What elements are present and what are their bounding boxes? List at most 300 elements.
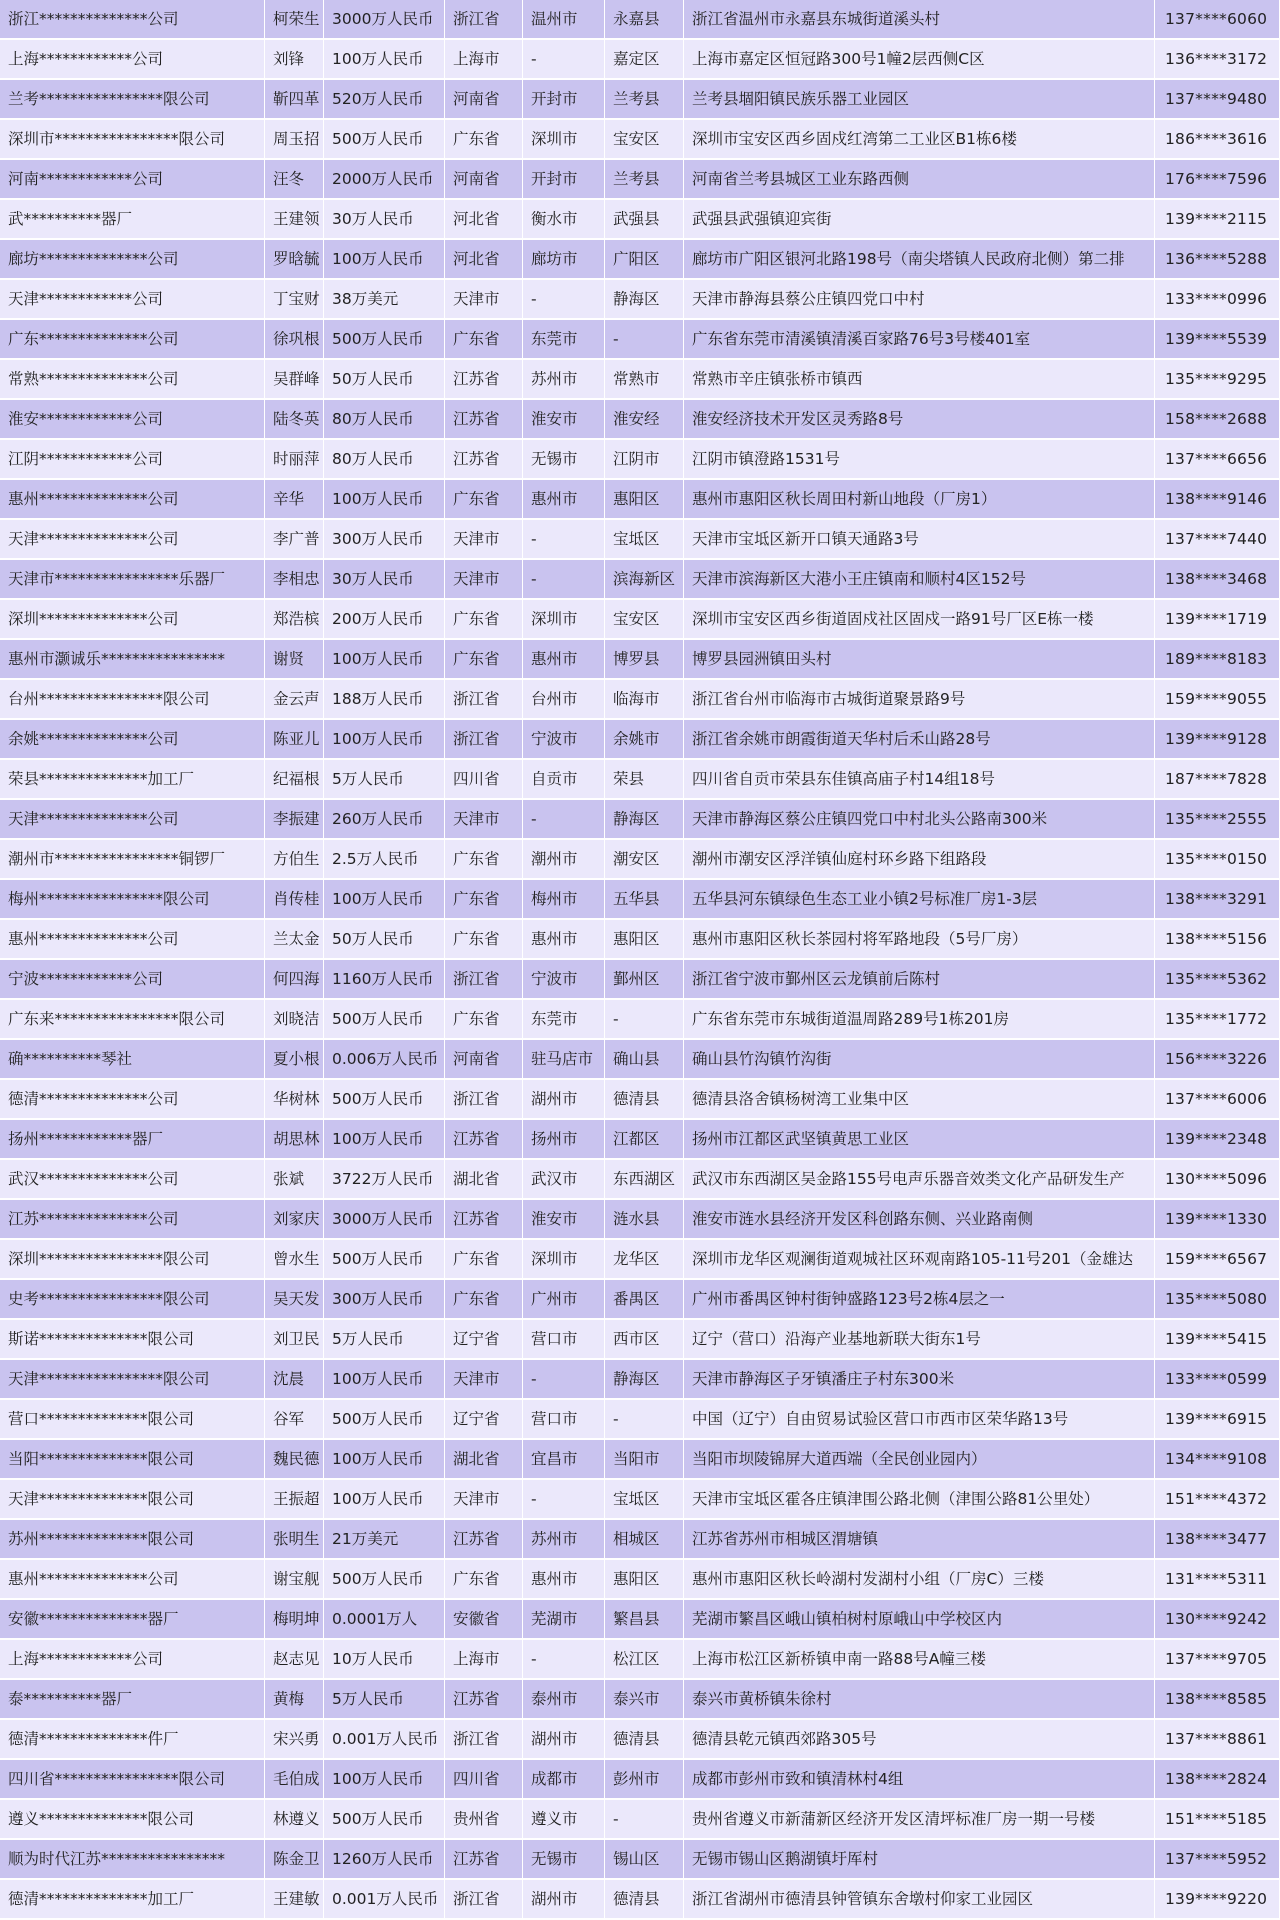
legal-rep-cell: 纪福根	[265, 760, 324, 800]
address-cell: 扬州市江都区武坚镇黄思工业区	[684, 1120, 1155, 1160]
phone-cell: 139****6915	[1155, 1400, 1280, 1440]
table-row	[0, 1760, 1280, 1800]
table-row	[0, 520, 1280, 560]
province-cell: 浙江省	[445, 680, 523, 720]
city-cell: 深圳市	[523, 120, 605, 160]
phone-cell: 139****1330	[1155, 1200, 1280, 1240]
province-cell: 广东省	[445, 880, 523, 920]
legal-rep-cell: 李广普	[265, 520, 324, 560]
district-cell: 德清县	[605, 1080, 684, 1120]
table-row	[0, 280, 1280, 320]
capital-cell: 520万人民币	[324, 80, 445, 120]
company-name-cell: 顺为时代江苏****************	[0, 1840, 265, 1880]
legal-rep-cell: 王振超	[265, 1480, 324, 1520]
company-name-cell: 四川省****************限公司	[0, 1760, 265, 1800]
address-cell: 辽宁（营口）沿海产业基地新联大街东1号	[684, 1320, 1155, 1360]
address-cell: 中国（辽宁）自由贸易试验区营口市西市区荣华路13号	[684, 1400, 1155, 1440]
table-row	[0, 1680, 1280, 1720]
district-cell: 相城区	[605, 1520, 684, 1560]
city-cell: 惠州市	[523, 480, 605, 520]
phone-cell: 135****0150	[1155, 840, 1280, 880]
capital-cell: 50万人民币	[324, 360, 445, 400]
legal-rep-cell: 肖传桂	[265, 880, 324, 920]
table-row	[0, 1440, 1280, 1480]
district-cell: 龙华区	[605, 1240, 684, 1280]
district-cell: 泰兴市	[605, 1680, 684, 1720]
province-cell: 江苏省	[445, 400, 523, 440]
province-cell: 江苏省	[445, 1200, 523, 1240]
phone-cell: 131****5311	[1155, 1560, 1280, 1600]
capital-cell: 500万人民币	[324, 120, 445, 160]
company-name-cell: 深圳**************公司	[0, 600, 265, 640]
city-cell: -	[523, 1480, 605, 1520]
district-cell: 兰考县	[605, 160, 684, 200]
legal-rep-cell: 沈晨	[265, 1360, 324, 1400]
capital-cell: 50万人民币	[324, 920, 445, 960]
legal-rep-cell: 谢宝舰	[265, 1560, 324, 1600]
company-name-cell: 确**********琴社	[0, 1040, 265, 1080]
district-cell: 宝安区	[605, 600, 684, 640]
district-cell: 德清县	[605, 1720, 684, 1760]
district-cell: 确山县	[605, 1040, 684, 1080]
address-cell: 五华县河东镇绿色生态工业小镇2号标准厂房1-3层	[684, 880, 1155, 920]
district-cell: -	[605, 1000, 684, 1040]
company-name-cell: 史考****************限公司	[0, 1280, 265, 1320]
company-name-cell: 廊坊**************公司	[0, 240, 265, 280]
table-row	[0, 1240, 1280, 1280]
province-cell: 河南省	[445, 80, 523, 120]
city-cell: 泰州市	[523, 1680, 605, 1720]
province-cell: 江苏省	[445, 1120, 523, 1160]
address-cell: 贵州省遵义市新蒲新区经济开发区清坪标准厂房一期一号楼	[684, 1800, 1155, 1840]
company-name-cell: 常熟**************公司	[0, 360, 265, 400]
phone-cell: 138****3468	[1155, 560, 1280, 600]
company-name-cell: 天津************公司	[0, 280, 265, 320]
company-name-cell: 荣县**************加工厂	[0, 760, 265, 800]
legal-rep-cell: 刘锋	[265, 40, 324, 80]
legal-rep-cell: 王建敏	[265, 1880, 324, 1920]
address-cell: 常熟市辛庄镇张桥市镇西	[684, 360, 1155, 400]
province-cell: 湖北省	[445, 1440, 523, 1480]
legal-rep-cell: 李相忠	[265, 560, 324, 600]
city-cell: 无锡市	[523, 440, 605, 480]
legal-rep-cell: 金云声	[265, 680, 324, 720]
capital-cell: 260万人民币	[324, 800, 445, 840]
address-cell: 上海市嘉定区恒冠路300号1幢2层西侧C区	[684, 40, 1155, 80]
province-cell: 湖北省	[445, 1160, 523, 1200]
table-row	[0, 840, 1280, 880]
city-cell: 淮安市	[523, 1200, 605, 1240]
table-row	[0, 1200, 1280, 1240]
city-cell: 驻马店市	[523, 1040, 605, 1080]
city-cell: -	[523, 40, 605, 80]
phone-cell: 135****5080	[1155, 1280, 1280, 1320]
district-cell: 当阳市	[605, 1440, 684, 1480]
capital-cell: 100万人民币	[324, 1120, 445, 1160]
company-name-cell: 武**********器厂	[0, 200, 265, 240]
legal-rep-cell: 林遵义	[265, 1800, 324, 1840]
province-cell: 广东省	[445, 840, 523, 880]
company-name-cell: 天津****************限公司	[0, 1360, 265, 1400]
city-cell: 无锡市	[523, 1840, 605, 1880]
province-cell: 浙江省	[445, 1720, 523, 1760]
province-cell: 四川省	[445, 760, 523, 800]
table-row	[0, 1720, 1280, 1760]
capital-cell: 0.006万人民币	[324, 1040, 445, 1080]
capital-cell: 3722万人民币	[324, 1160, 445, 1200]
legal-rep-cell: 吴天发	[265, 1280, 324, 1320]
capital-cell: 2.5万人民币	[324, 840, 445, 880]
province-cell: 广东省	[445, 120, 523, 160]
district-cell: 惠阳区	[605, 1560, 684, 1600]
company-name-cell: 天津市****************乐器厂	[0, 560, 265, 600]
table-row	[0, 1560, 1280, 1600]
company-name-cell: 梅州****************限公司	[0, 880, 265, 920]
city-cell: 台州市	[523, 680, 605, 720]
legal-rep-cell: 宋兴勇	[265, 1720, 324, 1760]
capital-cell: 3000万人民币	[324, 0, 445, 40]
capital-cell: 100万人民币	[324, 720, 445, 760]
city-cell: 扬州市	[523, 1120, 605, 1160]
address-cell: 江阴市镇澄路1531号	[684, 440, 1155, 480]
capital-cell: 100万人民币	[324, 1480, 445, 1520]
district-cell: 静海区	[605, 280, 684, 320]
city-cell: 宁波市	[523, 960, 605, 1000]
company-name-cell: 斯诺**************限公司	[0, 1320, 265, 1360]
city-cell: -	[523, 560, 605, 600]
company-name-cell: 惠州市灏诚乐****************	[0, 640, 265, 680]
city-cell: 营口市	[523, 1400, 605, 1440]
capital-cell: 0.0001万人	[324, 1600, 445, 1640]
legal-rep-cell: 谢贤	[265, 640, 324, 680]
city-cell: 武汉市	[523, 1160, 605, 1200]
table-row	[0, 1360, 1280, 1400]
address-cell: 武强县武强镇迎宾街	[684, 200, 1155, 240]
phone-cell: 130****9242	[1155, 1600, 1280, 1640]
capital-cell: 21万美元	[324, 1520, 445, 1560]
province-cell: 广东省	[445, 640, 523, 680]
capital-cell: 38万美元	[324, 280, 445, 320]
district-cell: 宝坻区	[605, 1480, 684, 1520]
address-cell: 深圳市宝安区西乡街道固戍社区固戍一路91号厂区E栋一楼	[684, 600, 1155, 640]
legal-rep-cell: 丁宝财	[265, 280, 324, 320]
city-cell: 广州市	[523, 1280, 605, 1320]
address-cell: 广州市番禺区钟村街钟盛路123号2栋4层之一	[684, 1280, 1155, 1320]
city-cell: 成都市	[523, 1760, 605, 1800]
district-cell: 兰考县	[605, 80, 684, 120]
address-cell: 江苏省苏州市相城区渭塘镇	[684, 1520, 1155, 1560]
company-name-cell: 深圳市****************限公司	[0, 120, 265, 160]
legal-rep-cell: 时丽萍	[265, 440, 324, 480]
company-name-cell: 江苏**************公司	[0, 1200, 265, 1240]
address-cell: 当阳市坝陵锦屏大道西端（全民创业园内）	[684, 1440, 1155, 1480]
city-cell: 湖州市	[523, 1880, 605, 1920]
capital-cell: 200万人民币	[324, 600, 445, 640]
province-cell: 天津市	[445, 800, 523, 840]
district-cell: 潮安区	[605, 840, 684, 880]
table-row	[0, 1880, 1280, 1920]
district-cell: 德清县	[605, 1880, 684, 1920]
district-cell: -	[605, 320, 684, 360]
company-name-cell: 安徽**************器厂	[0, 1600, 265, 1640]
city-cell: 开封市	[523, 160, 605, 200]
phone-cell: 139****5415	[1155, 1320, 1280, 1360]
table-row	[0, 1160, 1280, 1200]
capital-cell: 300万人民币	[324, 1280, 445, 1320]
address-cell: 成都市彭州市致和镇清林村4组	[684, 1760, 1155, 1800]
legal-rep-cell: 辛华	[265, 480, 324, 520]
company-name-cell: 营口**************限公司	[0, 1400, 265, 1440]
address-cell: 惠州市惠阳区秋长岭湖村发湖村小组（厂房C）三楼	[684, 1560, 1155, 1600]
city-cell: 惠州市	[523, 920, 605, 960]
legal-rep-cell: 王建领	[265, 200, 324, 240]
legal-rep-cell: 兰太金	[265, 920, 324, 960]
company-name-cell: 苏州**************限公司	[0, 1520, 265, 1560]
phone-cell: 135****5362	[1155, 960, 1280, 1000]
company-name-cell: 德清**************件厂	[0, 1720, 265, 1760]
province-cell: 天津市	[445, 1360, 523, 1400]
capital-cell: 10万人民币	[324, 1640, 445, 1680]
phone-cell: 137****9480	[1155, 80, 1280, 120]
district-cell: 江阴市	[605, 440, 684, 480]
legal-rep-cell: 柯荣生	[265, 0, 324, 40]
capital-cell: 80万人民币	[324, 400, 445, 440]
company-name-cell: 浙江**************公司	[0, 0, 265, 40]
address-cell: 无锡市锡山区鹅湖镇圩厍村	[684, 1840, 1155, 1880]
table-row	[0, 1520, 1280, 1560]
capital-cell: 100万人民币	[324, 1440, 445, 1480]
legal-rep-cell: 胡思林	[265, 1120, 324, 1160]
district-cell: 惠阳区	[605, 920, 684, 960]
table-row	[0, 1080, 1280, 1120]
province-cell: 浙江省	[445, 1080, 523, 1120]
legal-rep-cell: 吴群峰	[265, 360, 324, 400]
table-row	[0, 1000, 1280, 1040]
city-cell: 湖州市	[523, 1720, 605, 1760]
city-cell: 宁波市	[523, 720, 605, 760]
city-cell: 湖州市	[523, 1080, 605, 1120]
province-cell: 河北省	[445, 200, 523, 240]
district-cell: -	[605, 1400, 684, 1440]
address-cell: 天津市宝坻区新开口镇天通路3号	[684, 520, 1155, 560]
phone-cell: 139****2348	[1155, 1120, 1280, 1160]
phone-cell: 139****5539	[1155, 320, 1280, 360]
city-cell: -	[523, 800, 605, 840]
legal-rep-cell: 何四海	[265, 960, 324, 1000]
company-name-cell: 泰**********器厂	[0, 1680, 265, 1720]
table-row	[0, 1320, 1280, 1360]
address-cell: 天津市宝坻区霍各庄镇津围公路北侧（津围公路81公里处）	[684, 1480, 1155, 1520]
province-cell: 天津市	[445, 520, 523, 560]
legal-rep-cell: 刘卫民	[265, 1320, 324, 1360]
table-row	[0, 480, 1280, 520]
province-cell: 浙江省	[445, 720, 523, 760]
company-name-cell: 河南************公司	[0, 160, 265, 200]
phone-cell: 138****2824	[1155, 1760, 1280, 1800]
table-row	[0, 1600, 1280, 1640]
table-row	[0, 360, 1280, 400]
legal-rep-cell: 方伯生	[265, 840, 324, 880]
address-cell: 泰兴市黄桥镇朱徐村	[684, 1680, 1155, 1720]
table-row	[0, 640, 1280, 680]
table-row	[0, 680, 1280, 720]
company-name-cell: 惠州**************公司	[0, 1560, 265, 1600]
phone-cell: 159****9055	[1155, 680, 1280, 720]
company-name-cell: 广东来****************限公司	[0, 1000, 265, 1040]
table-row	[0, 1120, 1280, 1160]
legal-rep-cell: 魏民德	[265, 1440, 324, 1480]
province-cell: 四川省	[445, 1760, 523, 1800]
legal-rep-cell: 陆冬英	[265, 400, 324, 440]
capital-cell: 30万人民币	[324, 200, 445, 240]
legal-rep-cell: 郑浩槟	[265, 600, 324, 640]
city-cell: 惠州市	[523, 1560, 605, 1600]
capital-cell: 5万人民币	[324, 1680, 445, 1720]
address-cell: 确山县竹沟镇竹沟街	[684, 1040, 1155, 1080]
address-cell: 浙江省温州市永嘉县东城街道溪头村	[684, 0, 1155, 40]
legal-rep-cell: 张明生	[265, 1520, 324, 1560]
province-cell: 江苏省	[445, 360, 523, 400]
district-cell: 江都区	[605, 1120, 684, 1160]
table-row	[0, 720, 1280, 760]
table-row	[0, 760, 1280, 800]
phone-cell: 186****3616	[1155, 120, 1280, 160]
legal-rep-cell: 赵志见	[265, 1640, 324, 1680]
city-cell: 东莞市	[523, 1000, 605, 1040]
province-cell: 天津市	[445, 1480, 523, 1520]
province-cell: 广东省	[445, 320, 523, 360]
capital-cell: 5万人民币	[324, 1320, 445, 1360]
province-cell: 贵州省	[445, 1800, 523, 1840]
city-cell: -	[523, 1360, 605, 1400]
company-name-cell: 上海************公司	[0, 1640, 265, 1680]
capital-cell: 500万人民币	[324, 1240, 445, 1280]
province-cell: 广东省	[445, 480, 523, 520]
capital-cell: 100万人民币	[324, 40, 445, 80]
capital-cell: 1260万人民币	[324, 1840, 445, 1880]
company-name-cell: 德清**************公司	[0, 1080, 265, 1120]
legal-rep-cell: 陈亚儿	[265, 720, 324, 760]
district-cell: 彭州市	[605, 1760, 684, 1800]
address-cell: 德清县乾元镇西郊路305号	[684, 1720, 1155, 1760]
address-cell: 深圳市宝安区西乡固戍红湾第二工业区B1栋6楼	[684, 120, 1155, 160]
table-row	[0, 800, 1280, 840]
legal-rep-cell: 刘家庆	[265, 1200, 324, 1240]
company-name-cell: 广东**************公司	[0, 320, 265, 360]
province-cell: 上海市	[445, 1640, 523, 1680]
province-cell: 天津市	[445, 560, 523, 600]
phone-cell: 139****9128	[1155, 720, 1280, 760]
company-name-cell: 淮安************公司	[0, 400, 265, 440]
address-cell: 武汉市东西湖区吴金路155号电声乐器音效类文化产品研发生产	[684, 1160, 1155, 1200]
capital-cell: 300万人民币	[324, 520, 445, 560]
company-name-cell: 深圳****************限公司	[0, 1240, 265, 1280]
table-row	[0, 880, 1280, 920]
capital-cell: 500万人民币	[324, 320, 445, 360]
province-cell: 广东省	[445, 1560, 523, 1600]
table-row	[0, 1640, 1280, 1680]
address-cell: 惠州市惠阳区秋长茶园村将军路地段（5号厂房）	[684, 920, 1155, 960]
address-cell: 兰考县堌阳镇民族乐器工业园区	[684, 80, 1155, 120]
capital-cell: 100万人民币	[324, 880, 445, 920]
province-cell: 浙江省	[445, 1880, 523, 1920]
district-cell: 宝安区	[605, 120, 684, 160]
city-cell: 衡水市	[523, 200, 605, 240]
phone-cell: 137****5952	[1155, 1840, 1280, 1880]
company-name-cell: 惠州**************公司	[0, 920, 265, 960]
phone-cell: 156****3226	[1155, 1040, 1280, 1080]
table-row	[0, 400, 1280, 440]
phone-cell: 138****5156	[1155, 920, 1280, 960]
address-cell: 淮安市涟水县经济开发区科创路东侧、兴业路南侧	[684, 1200, 1155, 1240]
address-cell: 天津市静海区子牙镇潘庄子村东300米	[684, 1360, 1155, 1400]
district-cell: 静海区	[605, 800, 684, 840]
phone-cell: 137****6060	[1155, 0, 1280, 40]
legal-rep-cell: 曾水生	[265, 1240, 324, 1280]
district-cell: 武强县	[605, 200, 684, 240]
address-cell: 德清县洛舍镇杨树湾工业集中区	[684, 1080, 1155, 1120]
table-row	[0, 240, 1280, 280]
phone-cell: 139****1719	[1155, 600, 1280, 640]
company-name-cell: 当阳**************限公司	[0, 1440, 265, 1480]
phone-cell: 137****8861	[1155, 1720, 1280, 1760]
address-cell: 浙江省湖州市德清县钟管镇东舍墩村仰家工业园区	[684, 1880, 1155, 1920]
table-row	[0, 1800, 1280, 1840]
phone-cell: 187****7828	[1155, 760, 1280, 800]
district-cell: 鄞州区	[605, 960, 684, 1000]
table-row	[0, 160, 1280, 200]
district-cell: 永嘉县	[605, 0, 684, 40]
address-cell: 淮安经济技术开发区灵秀路8号	[684, 400, 1155, 440]
province-cell: 河南省	[445, 160, 523, 200]
capital-cell: 5万人民币	[324, 760, 445, 800]
city-cell: 开封市	[523, 80, 605, 120]
province-cell: 河北省	[445, 240, 523, 280]
company-name-cell: 兰考****************限公司	[0, 80, 265, 120]
city-cell: 廊坊市	[523, 240, 605, 280]
table-row	[0, 960, 1280, 1000]
table-row	[0, 80, 1280, 120]
legal-rep-cell: 华树林	[265, 1080, 324, 1120]
capital-cell: 100万人民币	[324, 640, 445, 680]
city-cell: -	[523, 280, 605, 320]
province-cell: 河南省	[445, 1040, 523, 1080]
district-cell: 广阳区	[605, 240, 684, 280]
district-cell: 荣县	[605, 760, 684, 800]
address-cell: 廊坊市广阳区银河北路198号（南尖塔镇人民政府北侧）第二排	[684, 240, 1155, 280]
company-name-cell: 天津**************公司	[0, 800, 265, 840]
address-cell: 天津市静海区蔡公庄镇四党口中村北头公路南300米	[684, 800, 1155, 840]
district-cell: 常熟市	[605, 360, 684, 400]
company-name-cell: 余姚**************公司	[0, 720, 265, 760]
phone-cell: 176****7596	[1155, 160, 1280, 200]
capital-cell: 500万人民币	[324, 1800, 445, 1840]
legal-rep-cell: 刘晓洁	[265, 1000, 324, 1040]
phone-cell: 189****8183	[1155, 640, 1280, 680]
city-cell: 东莞市	[523, 320, 605, 360]
capital-cell: 500万人民币	[324, 1000, 445, 1040]
phone-cell: 134****9108	[1155, 1440, 1280, 1480]
capital-cell: 2000万人民币	[324, 160, 445, 200]
district-cell: 东西湖区	[605, 1160, 684, 1200]
city-cell: 潮州市	[523, 840, 605, 880]
legal-rep-cell: 张斌	[265, 1160, 324, 1200]
legal-rep-cell: 李振建	[265, 800, 324, 840]
province-cell: 广东省	[445, 600, 523, 640]
district-cell: 静海区	[605, 1360, 684, 1400]
district-cell: 松江区	[605, 1640, 684, 1680]
city-cell: 淮安市	[523, 400, 605, 440]
